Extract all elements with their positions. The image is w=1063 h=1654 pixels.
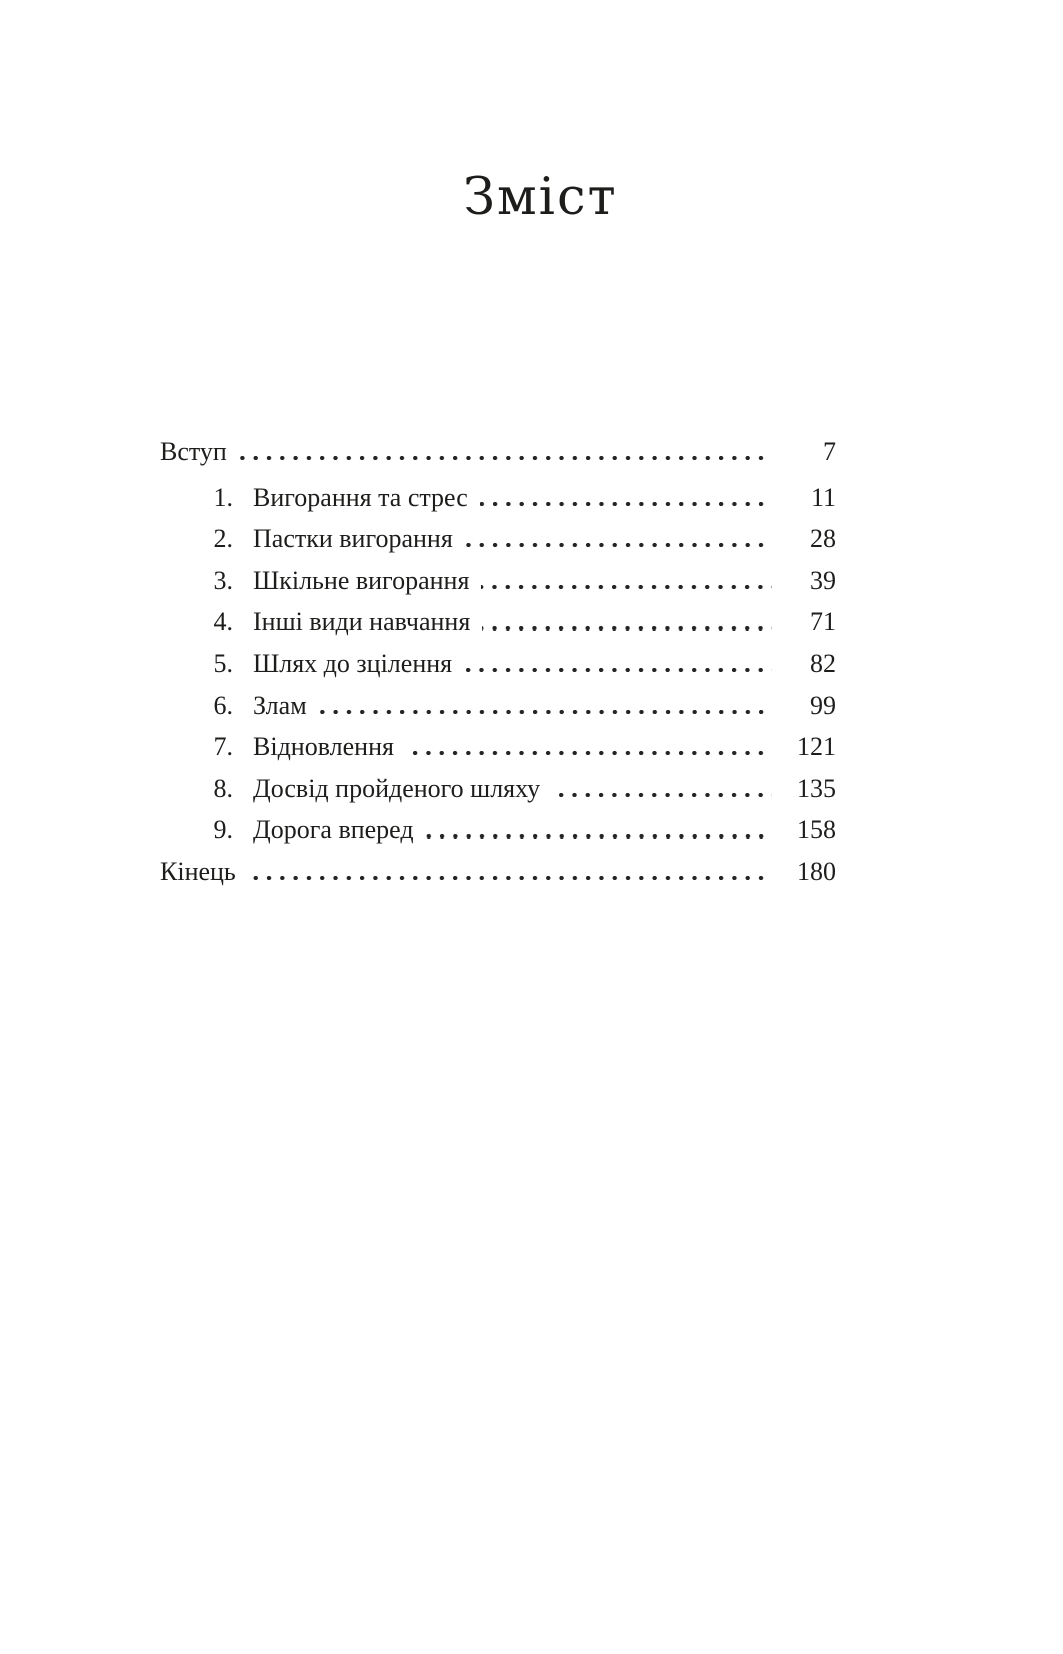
- chapter-number: 8.: [213, 773, 233, 803]
- toc-entry-label: Пастки вигорання: [253, 524, 453, 554]
- toc-row-chapter-9: [160, 809, 836, 851]
- toc-row-chapter-8: [160, 768, 836, 810]
- toc-page-number: 7: [823, 437, 836, 466]
- dot-leader: [465, 543, 772, 547]
- chapter-number: 6.: [213, 690, 233, 720]
- toc-page-number: 180: [797, 856, 836, 886]
- toc-row-chapter-7: [160, 726, 836, 768]
- chapter-number: 2.: [213, 524, 233, 554]
- chapter-number: 1.: [213, 482, 233, 512]
- toc-entry-label: Дорога вперед: [253, 815, 414, 845]
- toc-row-chapter-4: [160, 601, 836, 643]
- dot-leader: [481, 585, 772, 589]
- toc-page-number: 82: [810, 648, 836, 678]
- chapter-number: 9.: [213, 815, 233, 845]
- toc-row-intro: [160, 431, 836, 473]
- page-title: Зміст: [463, 168, 618, 227]
- toc-entry-label: Вступ: [160, 437, 227, 466]
- toc-list: [160, 431, 836, 893]
- toc-row-ending: [160, 851, 836, 893]
- toc-page-number: 71: [810, 607, 836, 637]
- chapter-number: 3.: [213, 565, 233, 595]
- toc-entry-label: Інші види навчання: [253, 607, 471, 637]
- toc-page-number: 135: [797, 773, 836, 803]
- toc-entry-label: Досвід пройденого шляху: [253, 773, 541, 803]
- chapter-number: 5.: [213, 648, 233, 678]
- toc-page-number: 28: [810, 524, 836, 554]
- toc-page-number: 158: [797, 815, 836, 845]
- toc-row-chapter-6: [160, 685, 836, 727]
- dot-leader: [480, 502, 772, 506]
- toc-page-number: 11: [810, 482, 836, 512]
- toc-entry-label: Шкільне вигорання: [253, 565, 470, 595]
- toc-row-chapter-2: [160, 518, 836, 560]
- dot-leader: [406, 751, 772, 755]
- toc-entry-label: Вигорання та стрес: [253, 482, 468, 512]
- dot-leader: [426, 834, 772, 838]
- toc-row-chapter-5: [160, 643, 836, 685]
- chapter-number: 7.: [213, 732, 233, 762]
- toc-row-chapter-3: [160, 560, 836, 602]
- dot-leader: [552, 793, 772, 797]
- toc-page-number: 99: [810, 690, 836, 720]
- dot-leader: [319, 710, 772, 714]
- chapter-number: 4.: [213, 607, 233, 637]
- toc-page-number: 121: [797, 732, 836, 762]
- toc-entry-label: Шлях до зцілення: [253, 648, 453, 678]
- dot-leader: [464, 668, 772, 672]
- dot-leader: [248, 876, 772, 880]
- toc-entry-label: Кінець: [160, 856, 236, 886]
- dot-leader: [239, 456, 772, 460]
- toc-entry-label: Злам: [253, 690, 307, 720]
- dot-leader: [482, 626, 772, 630]
- toc-entry-label: Відновлення: [253, 732, 394, 762]
- toc-page-number: 39: [810, 565, 836, 595]
- toc-row-chapter-1: [160, 477, 836, 519]
